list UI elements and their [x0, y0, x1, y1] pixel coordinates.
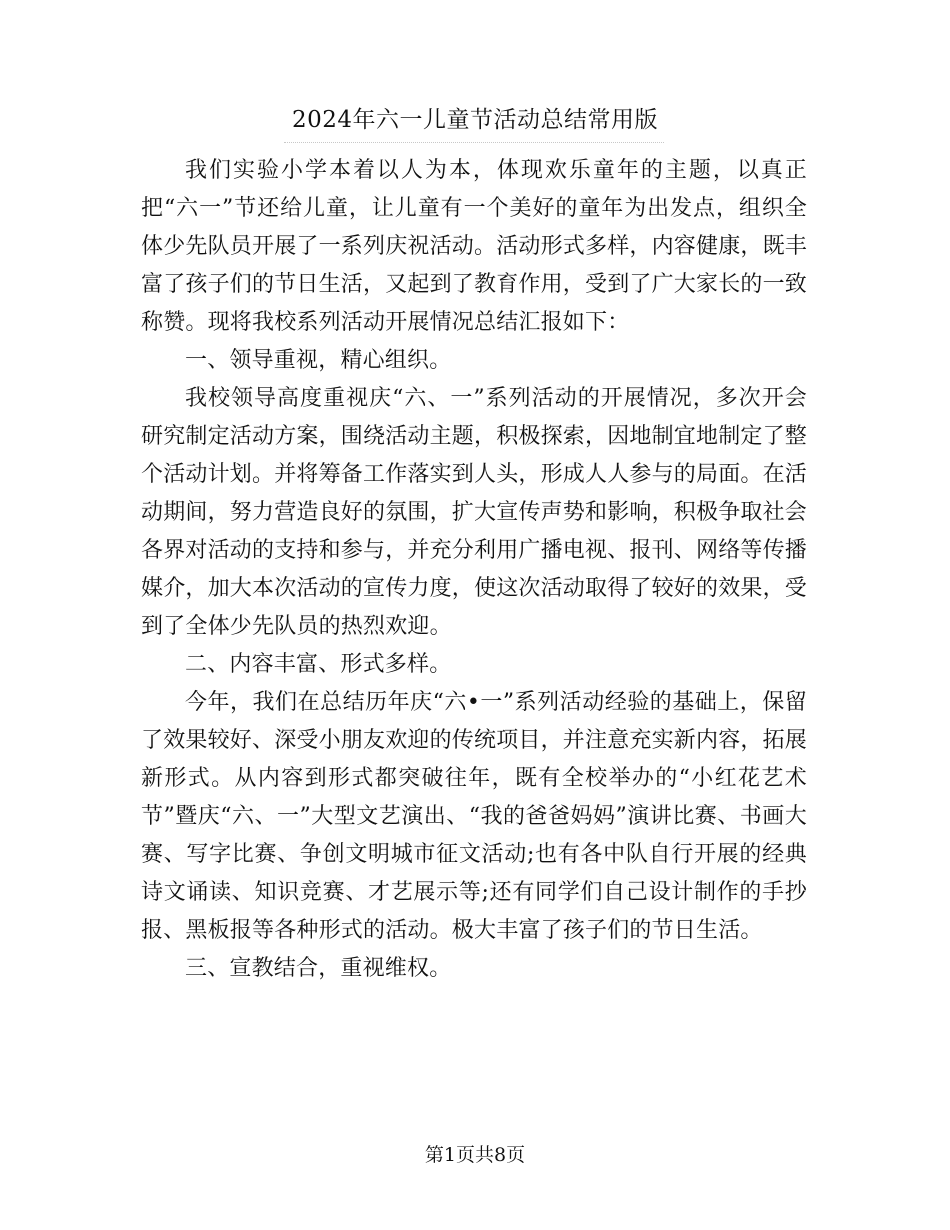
document-title: 2024年六一儿童节活动总结常用版	[291, 107, 659, 133]
section-heading-3: 三、宣教结合，重视维权。	[185, 956, 452, 981]
section-1-paragraph: 我校领导高度重视庆“六、一”系列活动的开展情况，多次开会研究制定活动方案，围绕活动主题，积极探索，因地制宜地制定了整个活动计划。并将筹备工作落实到人头，形成人人参与的局面。在活动期间，努力营造良好的氛围，扩大宣传声势和影响，积极争取社会各界对活动的支持和参与，并充分利用广播电视、报刊、网络等传播媒介，加大本次活动的宣传力度，使这次活动取得了较好的效果，受到了全体少先队员的热烈欢迎。	[141, 386, 808, 639]
title-underline	[284, 142, 664, 143]
section-heading-1: 一、领导重视，精心组织。	[185, 348, 452, 373]
intro-paragraph: 我们实验小学本着以人为本，体现欢乐童年的主题，以真正把“六一”节还给儿童，让儿童有一个美好的童年为出发点，组织全体少先队员开展了一系列庆祝活动。活动形式多样，内容健康，既丰富了孩子们的节日生活，又起到了教育作用，受到了广大家长的一致称赞。现将我校系列活动开展情况总结汇报如下：	[141, 158, 808, 335]
page-number-footer: 第1页共8页	[424, 1144, 526, 1166]
document-body	[141, 152, 807, 988]
section-2-paragraph: 今年，我们在总结历年庆“六•一”系列活动经验的基础上，保留了效果较好、深受小朋友欢迎的传统项目，并注意充实新内容，拓展新形式。从内容到形式都突破往年，既有全校举办的“小红花艺术节”暨庆“六、一”大型文艺演出、“我的爸爸妈妈”演讲比赛、书画大赛、写字比赛、争创文明城市征文活动;也有各中队自行开展的经典诗文诵读、知识竞赛、才艺展示等;还有同学们自己设计制作的手抄报、黑板报等各种形式的活动。极大丰富了孩子们的节日生活。	[141, 690, 808, 943]
section-heading-2: 二、内容丰富、形式多样。	[185, 652, 452, 677]
